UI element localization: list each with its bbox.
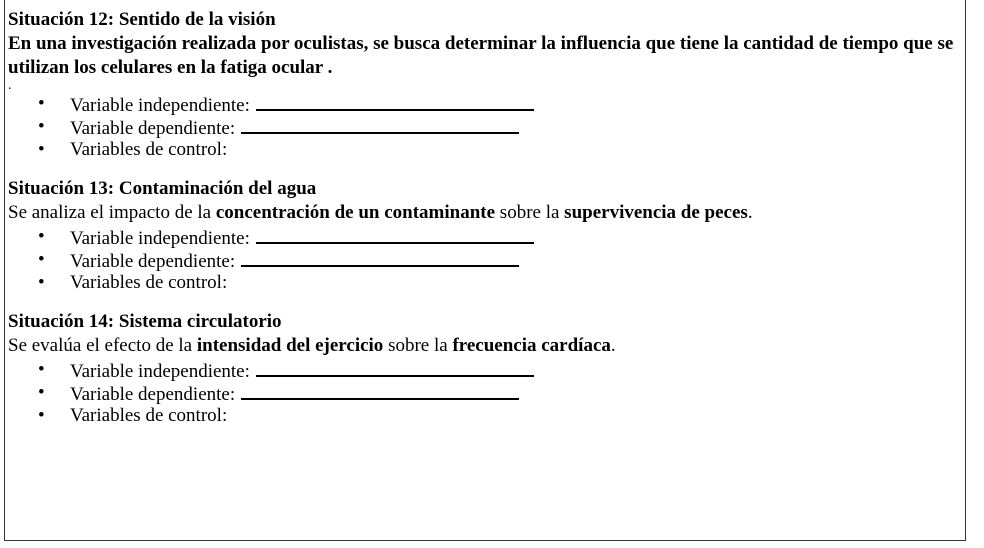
list-item-dependent	[8, 115, 968, 138]
statement-text: sobre la	[383, 335, 453, 356]
independent-answer-blank[interactable]	[256, 225, 534, 244]
section-title: Situación 14: Sistema circulatorio	[8, 311, 282, 332]
section-statement	[8, 201, 968, 225]
bullet-icon: •	[38, 249, 45, 270]
statement-emphasis: supervivencia de peces	[564, 202, 748, 223]
control-label: Variables de control:	[70, 405, 228, 426]
statement-text: Se analiza el impacto de la	[8, 202, 216, 223]
control-label: Variables de control:	[70, 272, 228, 293]
statement-text: Se evalúa el efecto de la	[8, 335, 197, 356]
bullet-icon: •	[38, 93, 45, 114]
stray-dot: .	[8, 78, 12, 93]
variables-list	[8, 225, 968, 294]
bullet-icon: •	[38, 359, 45, 380]
independent-label: Variable independiente:	[70, 361, 250, 382]
situation-14	[8, 310, 968, 427]
section-statement	[8, 334, 968, 358]
independent-answer-blank[interactable]	[256, 358, 534, 377]
control-label: Variables de control:	[70, 139, 228, 160]
bullet-icon: •	[38, 116, 45, 137]
situation-13	[8, 177, 968, 294]
variables-list	[8, 358, 968, 427]
bullet-icon: •	[38, 272, 45, 293]
section-title: Situación 12: Sentido de la visión	[8, 9, 276, 30]
variables-list	[8, 92, 968, 161]
dependent-label: Variable dependiente:	[70, 118, 236, 139]
statement-text: .	[747, 202, 753, 223]
dependent-label: Variable dependiente:	[70, 251, 236, 272]
statement-text: sobre la	[495, 202, 565, 223]
independent-label: Variable independiente:	[70, 228, 250, 249]
bullet-icon: •	[38, 139, 45, 160]
list-item-control	[8, 404, 968, 427]
dependent-answer-blank[interactable]	[241, 381, 519, 400]
statement-emphasis: intensidad del ejercicio	[196, 335, 384, 356]
list-item-independent	[8, 225, 968, 248]
list-item-control	[8, 138, 968, 161]
statement-emphasis: frecuencia cardíaca	[452, 335, 611, 356]
dependent-answer-blank[interactable]	[241, 115, 519, 134]
situation-12	[8, 8, 968, 161]
list-item-dependent	[8, 248, 968, 271]
section-statement: En una investigación realizada por oculistas, se busca determinar la influencia que tiene la cantidad de tiempo que se utilizan los celulares en la fatiga ocular .	[8, 33, 954, 78]
section-title: Situación 13: Contaminación del agua	[8, 178, 317, 199]
dependent-answer-blank[interactable]	[241, 248, 519, 267]
bullet-icon: •	[38, 226, 45, 247]
independent-label: Variable independiente:	[70, 95, 250, 116]
list-item-independent	[8, 92, 968, 115]
list-item-independent	[8, 358, 968, 381]
bullet-icon: •	[38, 382, 45, 403]
dependent-label: Variable dependiente:	[70, 384, 236, 405]
bullet-icon: •	[38, 405, 45, 426]
statement-emphasis: concentración de un contaminante	[215, 202, 496, 223]
list-item-dependent	[8, 381, 968, 404]
independent-answer-blank[interactable]	[256, 92, 534, 111]
list-item-control	[8, 271, 968, 294]
worksheet-content	[8, 8, 968, 427]
statement-text: .	[610, 335, 616, 356]
